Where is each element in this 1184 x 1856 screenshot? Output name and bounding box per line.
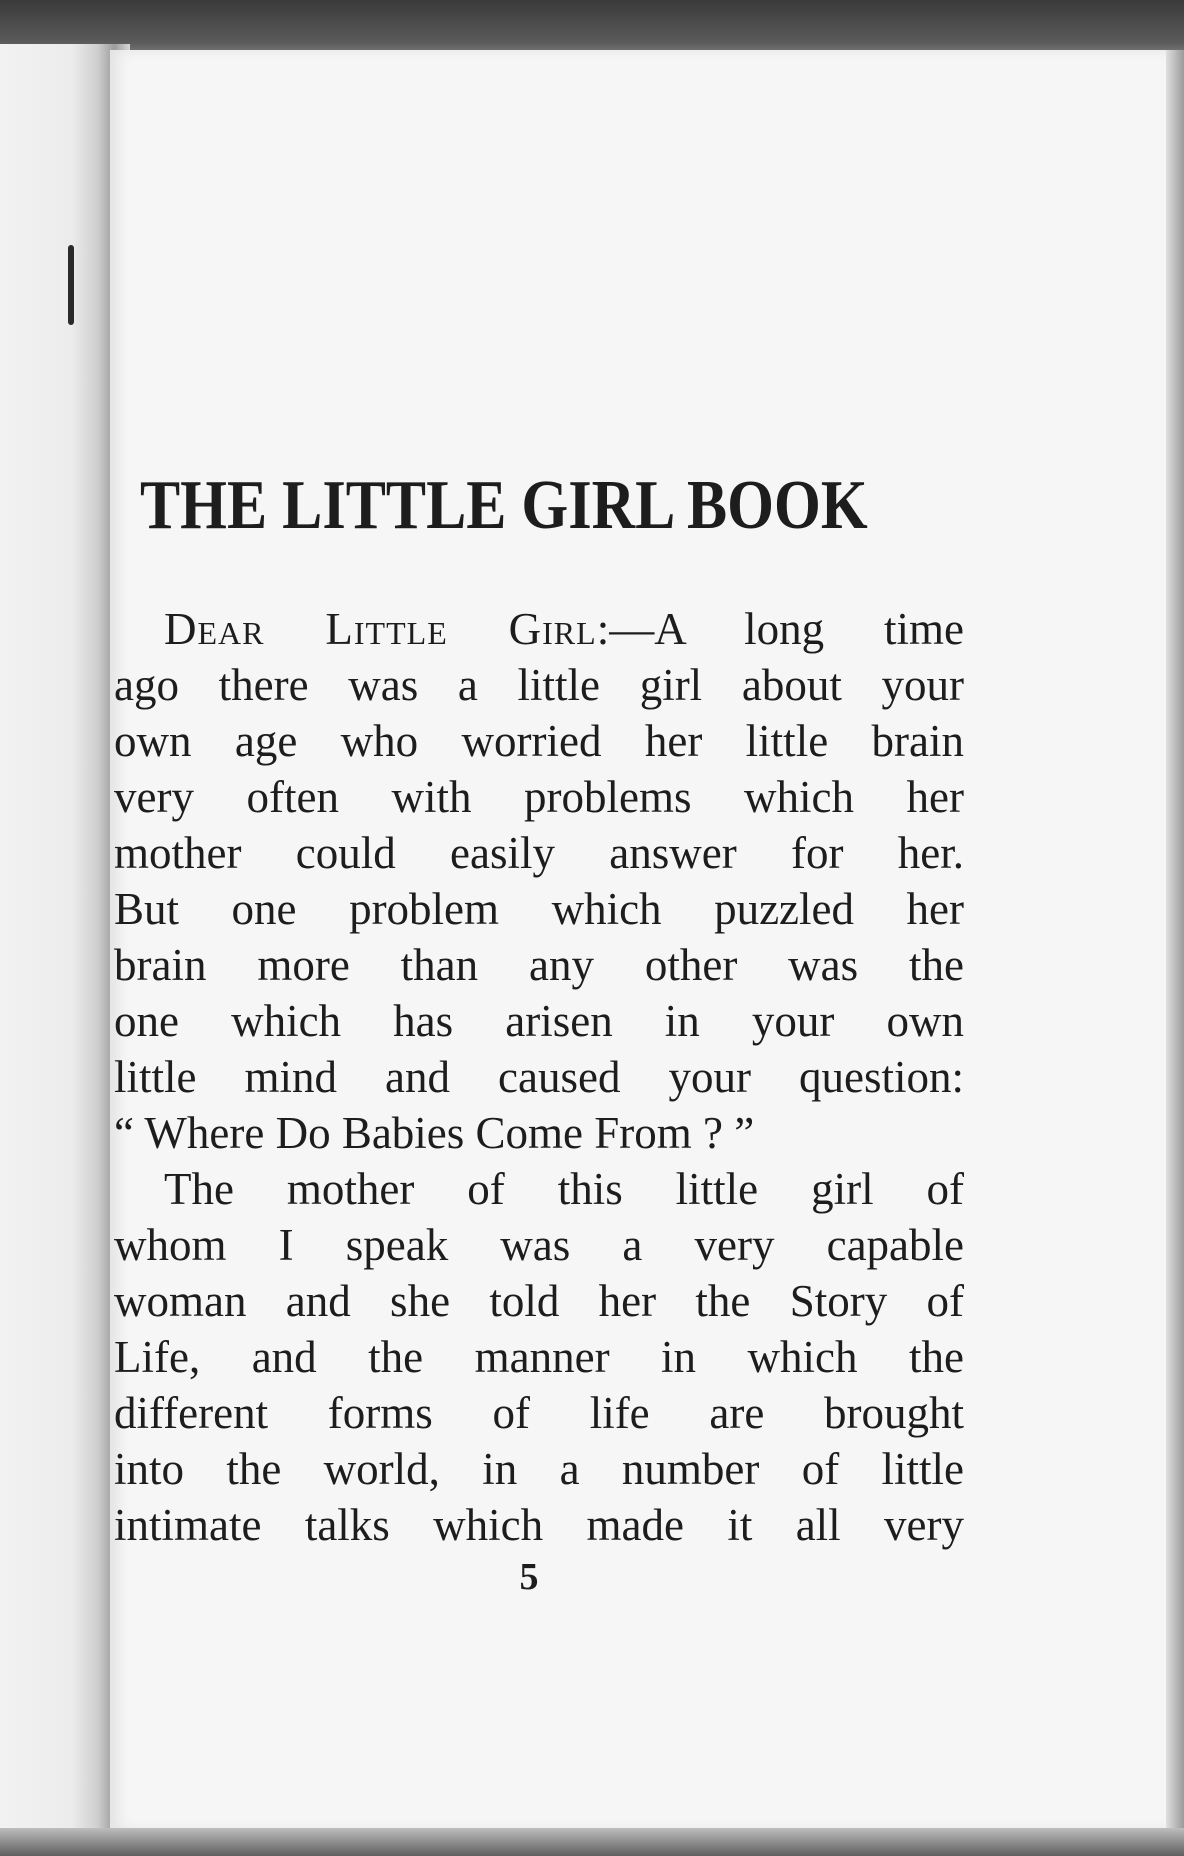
text-line: The mother of this little girl of [164,1164,964,1214]
body-text [114,601,964,1553]
binding-mark [68,245,74,325]
page-title: THE LITTLE GIRL BOOK [140,467,868,544]
text-line: into the world, in a number of little [114,1444,964,1494]
salutation: Dear Little Girl [164,604,597,654]
first-line [114,601,964,657]
text-line: woman and she told her the Story of [114,1276,964,1326]
text-line: different forms of life are brought [114,1388,964,1438]
text-line: ago there was a little girl about your [114,660,964,710]
text-line: “ Where Do Babies Come From ? ” [114,1108,755,1158]
text-line: whom I speak was a very capable [114,1220,964,1270]
text-line: very often with problems which her [114,772,964,822]
text-line: own age who worried her little brain [114,716,964,766]
page-bottom-edge [0,1828,1184,1856]
text-line: Life, and the manner in which the [114,1332,964,1382]
text-line: intimate talks which made it all very [114,1500,964,1550]
text-line: one which has arisen in your own [114,996,964,1046]
text-line: brain more than any other was the [114,940,964,990]
page-number: 5 [519,1556,539,1598]
text-line: little mind and caused your question: [114,1052,964,1102]
text-line: But one problem which puzzled her [114,884,964,934]
text-line: mother could easily answer for her. [114,828,964,878]
page-right-edge [1166,50,1184,1830]
salutation-continuation: :—A long time [596,604,964,654]
